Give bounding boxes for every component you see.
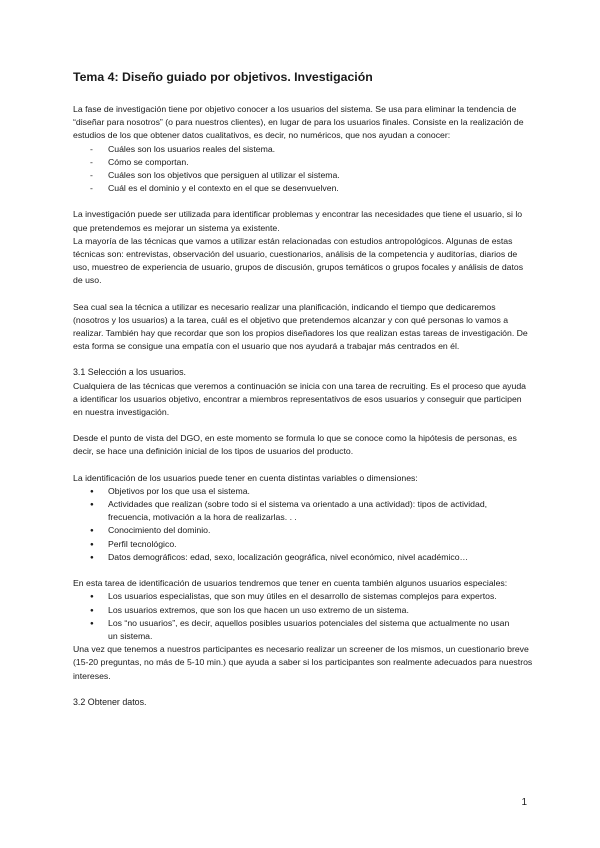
special-users-paragraph: En esta tarea de identificación de usuarios tendremos que tener en cuenta también algunos usuarios especiales: — [73, 578, 508, 589]
list-item: ● Datos demográficos: edad, sexo, localización geográfica, nivel económico, nivel académico… — [73, 551, 533, 564]
planning-paragraph: Sea cual sea la técnica a utilizar es necesario realizar una planificación, indicando el tiempo que dedicaremos (nosotros y los usuarios) a la tarea, cuál es el objetivo que pretendemos alcanzar y con qué personas lo vamos a realizar. También hay que recordar que son los propios diseñadores los que realizan estas tareas de investigación. De esta forma se consigue una empatía con el usuario que nos ayudará a trabajar más centrados en él. — [73, 301, 528, 352]
dgo-paragraph: Desde el punto de vista del DGO, en este momento se formula lo que se conoce como la hipótesis de personas, es decir, se hace una definición inicial de los tipos de usuarios del producto. — [73, 433, 517, 457]
screener-paragraph: Una vez que tenemos a nuestros participantes es necesario realizar un screener de los mismos, un cuestionario breve (15-20 preguntas, no más de 5-10 min.) que ayuda a saber si los participantes son realmente adecuados para nuestros intereses. — [73, 644, 533, 681]
variables-list — [73, 485, 533, 564]
section-heading-3-2: 3.2 Obtener datos. — [73, 696, 147, 707]
page-title: Tema 4: Diseño guiado por objetivos. Investigación — [73, 70, 373, 84]
list-item: - Cuáles son los objetivos que persiguen al utilizar el sistema. — [73, 169, 533, 182]
list-item: ● Conocimiento del dominio. — [73, 524, 533, 537]
list-item: ● Actividades que realizan (sobre todo si el sistema va orientado a una actividad): tipos de actividad, frecuencia, motivación a la hora de realizarlas. . . — [73, 498, 533, 524]
page-number: 1 — [521, 797, 527, 808]
identification-paragraph: La identificación de los usuarios puede tener en cuenta distintas variables o dimensiones: — [73, 472, 418, 483]
list-item: ● Objetivos por los que usa el sistema. — [73, 485, 533, 498]
recruiting-paragraph: Cualquiera de las técnicas que veremos a continuación se inicia con una tarea de recruiting. Es el proceso que ayuda a identificar los usuarios objetivo, encontrar a miembros representativos de esos usuarios y conseguir que participen en nuestra investigación. — [73, 380, 526, 418]
special-users-list — [73, 590, 533, 643]
techniques-paragraph: La mayoría de las técnicas que vamos a utilizar están relacionadas con estudios antropológicos. Algunas de estas técnicas son: entrevistas, observación del usuario, cuestionarios, análisis de la competencia y auditorías, diarios de uso, muestreo de experiencia de usuario, grupos de discusión, grupos temáticos o grupos focales y análisis de datos de uso. — [73, 235, 524, 286]
list-item: ● Los usuarios especialistas, que son muy útiles en el desarrollo de sistemas complejos para expertos. — [73, 590, 533, 603]
know-list — [73, 143, 533, 196]
section-heading-3-1: 3.1 Selección a los usuarios. — [73, 367, 186, 378]
research-paragraph: La investigación puede ser utilizada para identificar problemas y encontrar las necesidades que tiene el usuario, si lo que pretendemos es mejorar un sistema ya existente. — [73, 209, 523, 233]
list-item: ● Los usuarios extremos, que son los que hacen un uso extremo de un sistema. — [73, 604, 533, 617]
list-item: - Cómo se comportan. — [73, 156, 533, 169]
document-page — [73, 70, 533, 709]
list-item: ● Los “no usuarios”, es decir, aquellos posibles usuarios potenciales del sistema que actualmente no usan un sistema. — [73, 617, 533, 643]
list-item: - Cuáles son los usuarios reales del sistema. — [73, 143, 533, 156]
list-item: - Cuál es el dominio y el contexto en el que se desenvuelven. — [73, 182, 533, 195]
intro-paragraph: La fase de investigación tiene por objetivo conocer a los usuarios del sistema. Se usa para eliminar la tendencia de “diseñar para nosotros” (o para nuestros clientes), en lugar de para los usuarios finales. Consiste en la realización de estudios de los que obtener datos cualitativos, es decir, no numéricos, que nos ayudan a conocer: — [73, 104, 524, 141]
list-item: ● Perfil tecnológico. — [73, 538, 533, 551]
